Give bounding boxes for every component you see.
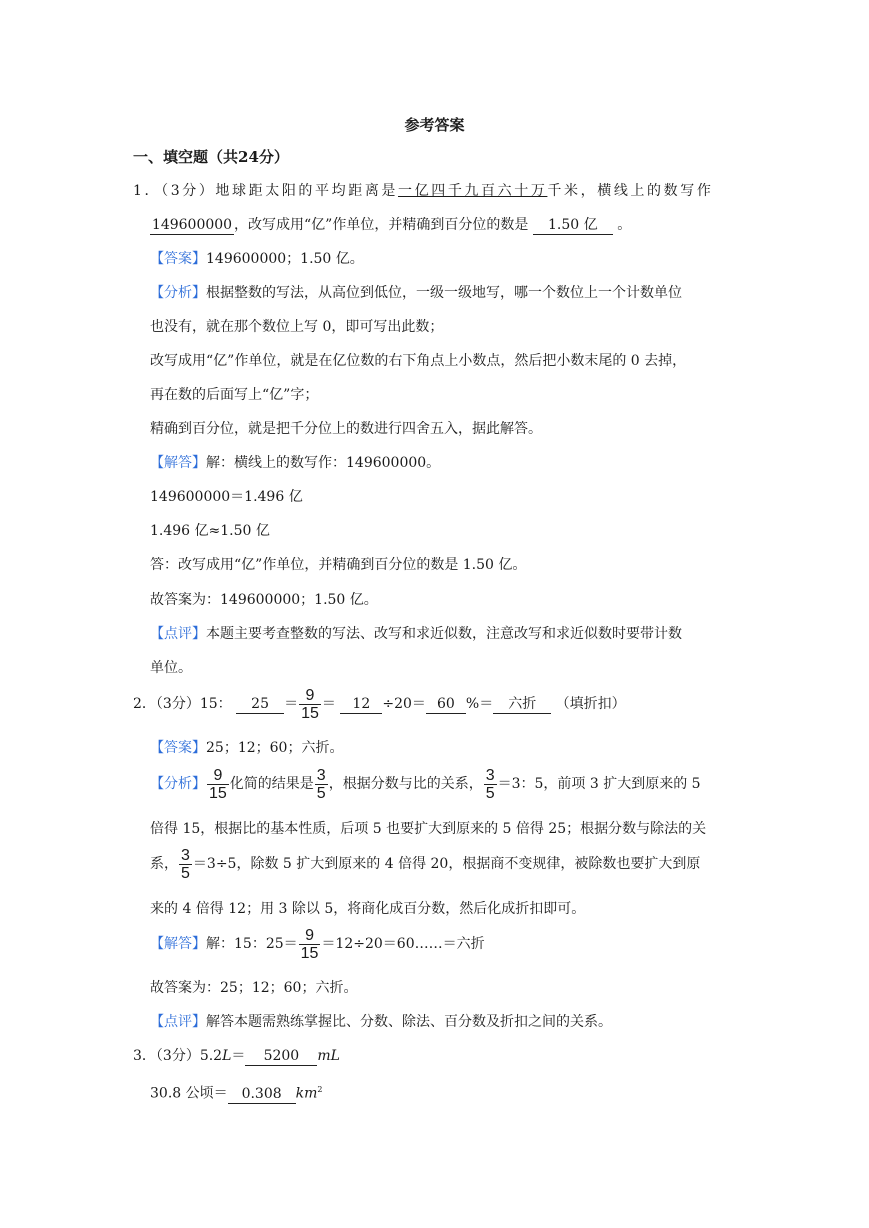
analysis-fraction-2 bbox=[315, 767, 328, 802]
q2-tail: （填折扣） bbox=[555, 696, 626, 712]
fraction-denominator: 15 bbox=[300, 944, 319, 962]
analysis-text: ＝3：5，前项 3 扩大到原来的 5 bbox=[497, 776, 701, 792]
solution-tag: 【解答】 bbox=[150, 455, 206, 471]
answer-tag: 【答案】 bbox=[150, 740, 206, 756]
answer-text: 149600000；1.50 亿。 bbox=[206, 251, 364, 267]
q1-solution-5: 故答案为：149600000；1.50 亿。 bbox=[150, 592, 378, 608]
q1-underlined-number: 一亿四千九百六十万 bbox=[398, 183, 548, 199]
q1-line1 bbox=[133, 180, 713, 202]
q2-solution-1 bbox=[150, 924, 485, 964]
q1-blank-1: 149600000 bbox=[151, 217, 233, 233]
section-heading: 一、填空题（共24分） bbox=[133, 148, 289, 166]
answer-text: 25；12；60；六折。 bbox=[206, 740, 344, 756]
q2-blank-2: 12 bbox=[340, 695, 382, 714]
q3-head: 3．（3分）5.2 bbox=[133, 1048, 223, 1064]
q2-analysis-4: 来的 4 倍得 12；用 3 除以 5，将商化成百分数，然后化成折扣即可。 bbox=[150, 901, 586, 917]
q2-equals-2: ＝ bbox=[321, 696, 336, 712]
q2-blank-1: 25 bbox=[236, 695, 284, 714]
q2-blank-3: 60 bbox=[426, 695, 466, 714]
solution-fraction bbox=[299, 927, 321, 962]
analysis-text: ＝3÷5，除数 5 扩大到原来的 4 倍得 20，根据商不变规律，被除数也要扩大到原 bbox=[192, 856, 701, 872]
q1-solution-2: 149600000＝1.496 亿 bbox=[150, 489, 303, 505]
solution-text: 解：横线上的数写作：149600000。 bbox=[206, 455, 441, 471]
q1-blank-2: 1.50 亿 bbox=[533, 216, 613, 235]
q3-line1 bbox=[133, 1045, 340, 1067]
unit-square-km: km bbox=[295, 1085, 318, 1102]
page-title: 参考答案 bbox=[404, 116, 465, 134]
q1-analysis-3: 改写成用“亿”作单位，就是在亿位数的右下角点上小数点，然后把小数末尾的 0 去掉， bbox=[150, 353, 687, 369]
unit-milliliter: mL bbox=[317, 1048, 340, 1064]
q1-solution-1 bbox=[150, 452, 440, 474]
q2-solution-2: 故答案为：25；12；60；六折。 bbox=[150, 980, 358, 996]
q1-tail: 千米，横线上的数写作 bbox=[547, 183, 714, 199]
q2-head: 2．（3分）15： bbox=[133, 696, 232, 712]
q2-answer bbox=[150, 737, 343, 759]
fraction-denominator: 15 bbox=[209, 784, 227, 802]
q1-comment-2: 单位。 bbox=[150, 660, 192, 676]
q1-analysis-5: 精确到百分位，就是把千分位上的数进行四舍五入，据此解答。 bbox=[150, 421, 542, 437]
comment-tag: 【点评】 bbox=[150, 626, 206, 642]
q1-answer bbox=[150, 248, 364, 270]
analysis-tag: 【分析】 bbox=[150, 776, 206, 792]
comment-tag: 【点评】 bbox=[150, 1014, 206, 1030]
analysis-text: 根据整数的写法，从高位到低位，一级一级地写，哪一个数位上一个计数单位 bbox=[206, 285, 682, 301]
q2-blank-4: 六折 bbox=[493, 695, 551, 714]
fraction-denominator: 5 bbox=[181, 864, 190, 882]
q2-analysis-3 bbox=[150, 844, 700, 884]
unit-exponent: 2 bbox=[317, 1085, 323, 1094]
fraction-numerator: 9 bbox=[305, 926, 314, 944]
solution-text: 解：15：25＝ bbox=[206, 936, 298, 952]
q1-comment-1 bbox=[150, 623, 682, 645]
fraction-denominator: 5 bbox=[316, 784, 326, 802]
analysis-text: ，根据分数与比的关系， bbox=[328, 776, 483, 792]
q2-line bbox=[133, 684, 626, 724]
q3-equals: ＝ bbox=[231, 1048, 246, 1064]
unit-liter: L bbox=[222, 1048, 232, 1064]
q1-mid: ，改写成用“亿”作单位，并精确到百分位的数是 bbox=[234, 217, 529, 233]
q1-solution-4: 答：改写成用“亿”作单位，并精确到百分位的数是 1.50 亿。 bbox=[150, 557, 527, 573]
q2-comment bbox=[150, 1011, 612, 1033]
solution-tag: 【解答】 bbox=[150, 936, 206, 952]
q2-analysis-1 bbox=[150, 764, 701, 804]
q3-blank-1: 5200 bbox=[245, 1047, 317, 1066]
q2-equals-1: ＝ bbox=[284, 696, 299, 712]
analysis-text: 系， bbox=[150, 856, 178, 872]
q3-blank-2: 0.308 bbox=[228, 1085, 296, 1104]
fraction-numerator: 9 bbox=[305, 686, 315, 704]
q1-head: 1．（3分）地球距太阳的平均距离是 bbox=[133, 183, 399, 199]
q1-solution-3: 1.496 亿≈1.50 亿 bbox=[150, 523, 270, 539]
solution-text: ＝12÷20＝60……＝六折 bbox=[321, 936, 485, 952]
analysis-fraction-4 bbox=[179, 847, 192, 882]
q3-line2-head: 30.8 公顷＝ bbox=[150, 1085, 228, 1102]
q3-line2 bbox=[150, 1079, 322, 1105]
fraction-numerator: 9 bbox=[213, 766, 223, 784]
q2-percent: %＝ bbox=[465, 696, 494, 712]
comment-text: 本题主要考查整数的写法、改写和求近似数，注意改写和求近似数时要带计数 bbox=[206, 626, 682, 642]
answer-tag: 【答案】 bbox=[150, 251, 206, 267]
fraction-denominator: 15 bbox=[301, 704, 319, 722]
q1-line2 bbox=[150, 214, 631, 236]
q2-division: ÷20＝ bbox=[382, 696, 426, 712]
q1-end: 。 bbox=[617, 217, 632, 233]
fraction-numerator: 3 bbox=[316, 766, 326, 784]
fraction-denominator: 5 bbox=[485, 784, 495, 802]
q1-analysis-4: 再在数的后面写上“亿”字； bbox=[150, 387, 319, 403]
analysis-fraction-3 bbox=[484, 767, 497, 802]
q1-analysis-1 bbox=[150, 282, 682, 304]
q2-analysis-2: 倍得 15，根据比的基本性质，后项 5 也要扩大到原来的 5 倍得 25；根据分数与除法的关 bbox=[150, 821, 707, 837]
analysis-tag: 【分析】 bbox=[150, 285, 206, 301]
fraction-numerator: 3 bbox=[181, 846, 190, 864]
fraction-numerator: 3 bbox=[485, 766, 495, 784]
analysis-text: 化简的结果是 bbox=[229, 776, 314, 792]
q1-analysis-2: 也没有，就在那个数位上写 0，即可写出此数； bbox=[150, 319, 444, 335]
comment-text: 解答本题需熟练掌握比、分数、除法、百分数及折扣之间的关系。 bbox=[206, 1014, 612, 1030]
analysis-fraction-1 bbox=[207, 767, 229, 802]
q2-fraction bbox=[299, 687, 321, 722]
